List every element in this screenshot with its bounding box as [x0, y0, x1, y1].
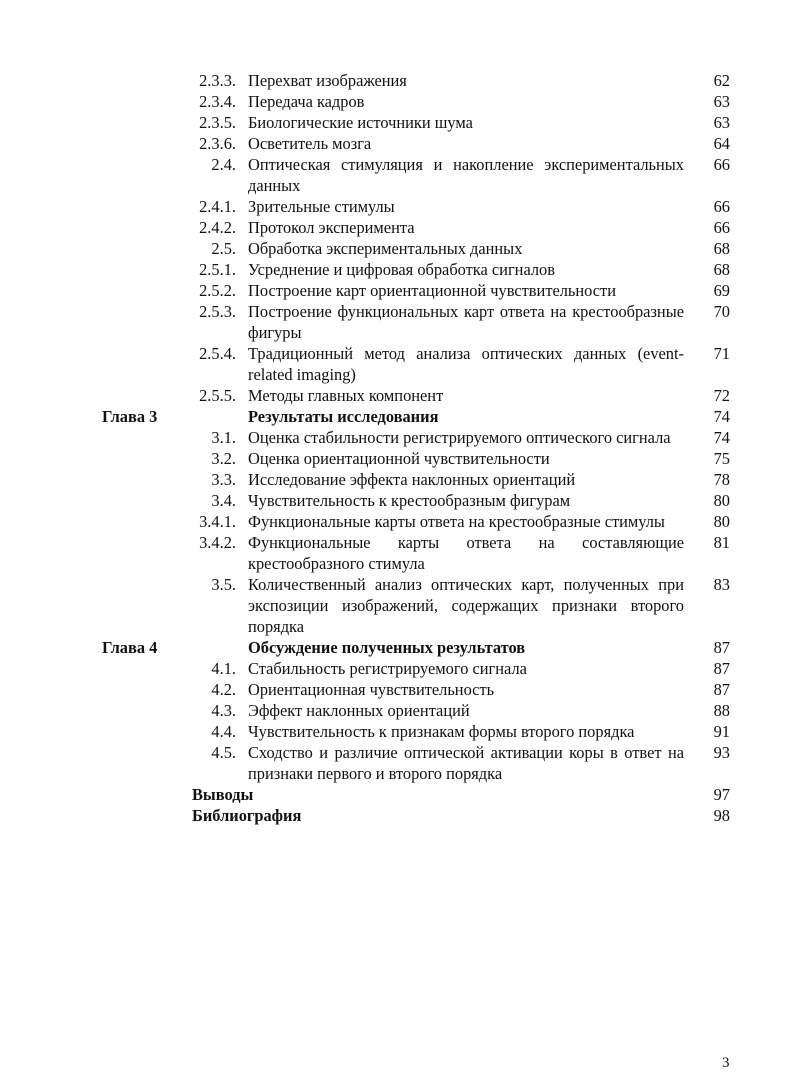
toc-entry-title: Функциональные карты ответа на крестообразные стимулы	[248, 512, 665, 531]
toc-page-number: 63	[713, 92, 730, 111]
toc-section-number: 3.4.2.	[199, 533, 236, 552]
toc-section-number: 2.5.3.	[199, 302, 236, 321]
toc-page-number: 68	[713, 260, 730, 279]
toc-page-number: 72	[713, 386, 730, 405]
toc-section-number: 2.3.6.	[199, 134, 236, 153]
toc-page-number: 93	[713, 743, 730, 762]
toc-entry-title: Зрительные стимулы	[248, 197, 395, 216]
toc-entry-title: Биологические источники шума	[248, 113, 473, 132]
toc-entry-title: Методы главных компонент	[248, 386, 444, 405]
toc-entry	[0, 217, 793, 238]
toc-section-number: 2.3.3.	[199, 71, 236, 90]
toc-page-number: 75	[713, 449, 730, 468]
toc-page-number: 66	[713, 155, 730, 174]
toc-entry-title: Осветитель мозга	[248, 134, 372, 153]
toc-entry	[0, 637, 793, 658]
toc-entry	[0, 133, 793, 154]
toc-page-number: 87	[713, 680, 730, 699]
toc-section-number: 2.5.4.	[199, 344, 236, 363]
toc-page-number: 98	[713, 806, 730, 825]
toc-section-number: 2.5.2.	[199, 281, 236, 300]
toc-section-number: 3.1.	[211, 428, 236, 447]
toc-section-number: 4.1.	[211, 659, 236, 678]
toc-section-number: 4.5.	[211, 743, 236, 762]
toc-page-number: 71	[713, 344, 730, 363]
toc-entry-title: Оптическая стимуляция и накопление экспериментальных данных	[248, 155, 684, 195]
toc-entry	[0, 196, 793, 217]
toc-entry-title: Усреднение и цифровая обработка сигналов	[248, 260, 555, 279]
toc-page-number: 97	[713, 785, 730, 804]
toc-entry	[0, 112, 793, 133]
toc-entry	[0, 280, 793, 301]
toc-section-number: 2.3.5.	[199, 113, 236, 132]
toc-page-number: 83	[713, 575, 730, 594]
toc-entry-title: Результаты исследования	[248, 407, 439, 426]
toc-page-number: 81	[713, 533, 730, 552]
toc-entry-title: Передача кадров	[248, 92, 365, 111]
toc-entry	[0, 805, 793, 826]
toc-section-number: 2.3.4.	[199, 92, 236, 111]
toc-section-number: 2.5.1.	[199, 260, 236, 279]
toc-entry	[0, 511, 793, 532]
toc-page-number: 66	[713, 197, 730, 216]
toc-entry	[0, 385, 793, 406]
toc-entry	[0, 91, 793, 112]
toc-entry-title: Эффект наклонных ориентаций	[248, 701, 470, 720]
toc-entry	[0, 469, 793, 490]
toc-page-number: 78	[713, 470, 730, 489]
toc-page-number: 63	[713, 113, 730, 132]
toc-entry	[0, 490, 793, 511]
toc-page-number: 87	[713, 638, 730, 657]
toc-section-number: 4.2.	[211, 680, 236, 699]
toc-entry-title: Оценка стабильности регистрируемого оптического сигнала	[248, 428, 671, 447]
toc-entry-title: Перехват изображения	[248, 71, 407, 90]
toc-section-number: 3.5.	[211, 575, 236, 594]
toc-section-number: 2.5.5.	[199, 386, 236, 405]
toc-section-number: 3.4.1.	[199, 512, 236, 531]
toc-entry	[0, 448, 793, 469]
toc-entry-title: Исследование эффекта наклонных ориентаций	[248, 470, 576, 489]
toc-page-number: 80	[713, 512, 730, 531]
toc-section-number: 3.3.	[211, 470, 236, 489]
toc-entry	[0, 70, 793, 91]
toc-entry-title: Обсуждение полученных результатов	[248, 638, 526, 657]
toc-entry	[0, 238, 793, 259]
table-of-contents	[0, 70, 793, 826]
toc-page-number: 64	[713, 134, 730, 153]
page-number: 3	[722, 1055, 730, 1071]
toc-page-number: 68	[713, 239, 730, 258]
toc-entry-title: Традиционный метод анализа оптических данных (event-related imaging)	[248, 344, 684, 384]
toc-section-number: 2.4.2.	[199, 218, 236, 237]
toc-section-number: 2.5.	[211, 239, 236, 258]
toc-entry	[0, 742, 793, 784]
toc-section-number: 3.2.	[211, 449, 236, 468]
toc-section-number: 4.3.	[211, 701, 236, 720]
toc-heading: Библиография	[192, 806, 302, 825]
toc-section-number: 2.4.1.	[199, 197, 236, 216]
toc-entry	[0, 301, 793, 343]
toc-entry	[0, 259, 793, 280]
toc-page-number: 74	[713, 407, 730, 426]
toc-entry	[0, 406, 793, 427]
toc-entry	[0, 784, 793, 805]
toc-entry-title: Сходство и различие оптической активации коры в ответ на признаки первого и второго порядка	[248, 743, 684, 783]
toc-entry	[0, 658, 793, 679]
toc-entry-title: Функциональные карты ответа на составляющие крестообразного стимула	[248, 533, 684, 573]
toc-page-number: 70	[713, 302, 730, 321]
toc-section-number: 2.4.	[211, 155, 236, 174]
toc-page-number: 88	[713, 701, 730, 720]
toc-entry	[0, 574, 793, 637]
toc-entry	[0, 154, 793, 196]
toc-entry	[0, 679, 793, 700]
toc-entry-title: Оценка ориентационной чувствительности	[248, 449, 550, 468]
toc-entry	[0, 532, 793, 574]
toc-section-number: 4.4.	[211, 722, 236, 741]
toc-entry-title: Протокол эксперимента	[248, 218, 415, 237]
toc-entry	[0, 343, 793, 385]
toc-page-number: 62	[713, 71, 730, 90]
toc-page-number: 80	[713, 491, 730, 510]
toc-entry-title: Количественный анализ оптических карт, полученных при экспозиции изображений, содержащих признаки второго порядка	[248, 575, 684, 636]
toc-page-number: 74	[713, 428, 730, 447]
toc-entry-title: Чувствительность к признакам формы второго порядка	[248, 722, 635, 741]
toc-section-number: 3.4.	[211, 491, 236, 510]
toc-page-number: 69	[713, 281, 730, 300]
toc-entry	[0, 700, 793, 721]
toc-entry-title: Обработка экспериментальных данных	[248, 239, 523, 258]
toc-entry-title: Стабильность регистрируемого сигнала	[248, 659, 527, 678]
toc-chapter-label: Глава 4	[102, 638, 158, 657]
toc-page-number: 91	[713, 722, 730, 741]
toc-entry-title: Построение карт ориентационной чувствительности	[248, 281, 616, 300]
toc-entry-title: Ориентационная чувствительность	[248, 680, 495, 699]
toc-page-number: 87	[713, 659, 730, 678]
toc-entry	[0, 427, 793, 448]
toc-entry-title: Чувствительность к крестообразным фигурам	[248, 491, 571, 510]
toc-chapter-label: Глава 3	[102, 407, 158, 426]
toc-entry	[0, 721, 793, 742]
toc-heading: Выводы	[192, 785, 254, 804]
toc-page-number: 66	[713, 218, 730, 237]
toc-entry-title: Построение функциональных карт ответа на крестообразные фигуры	[248, 302, 684, 342]
